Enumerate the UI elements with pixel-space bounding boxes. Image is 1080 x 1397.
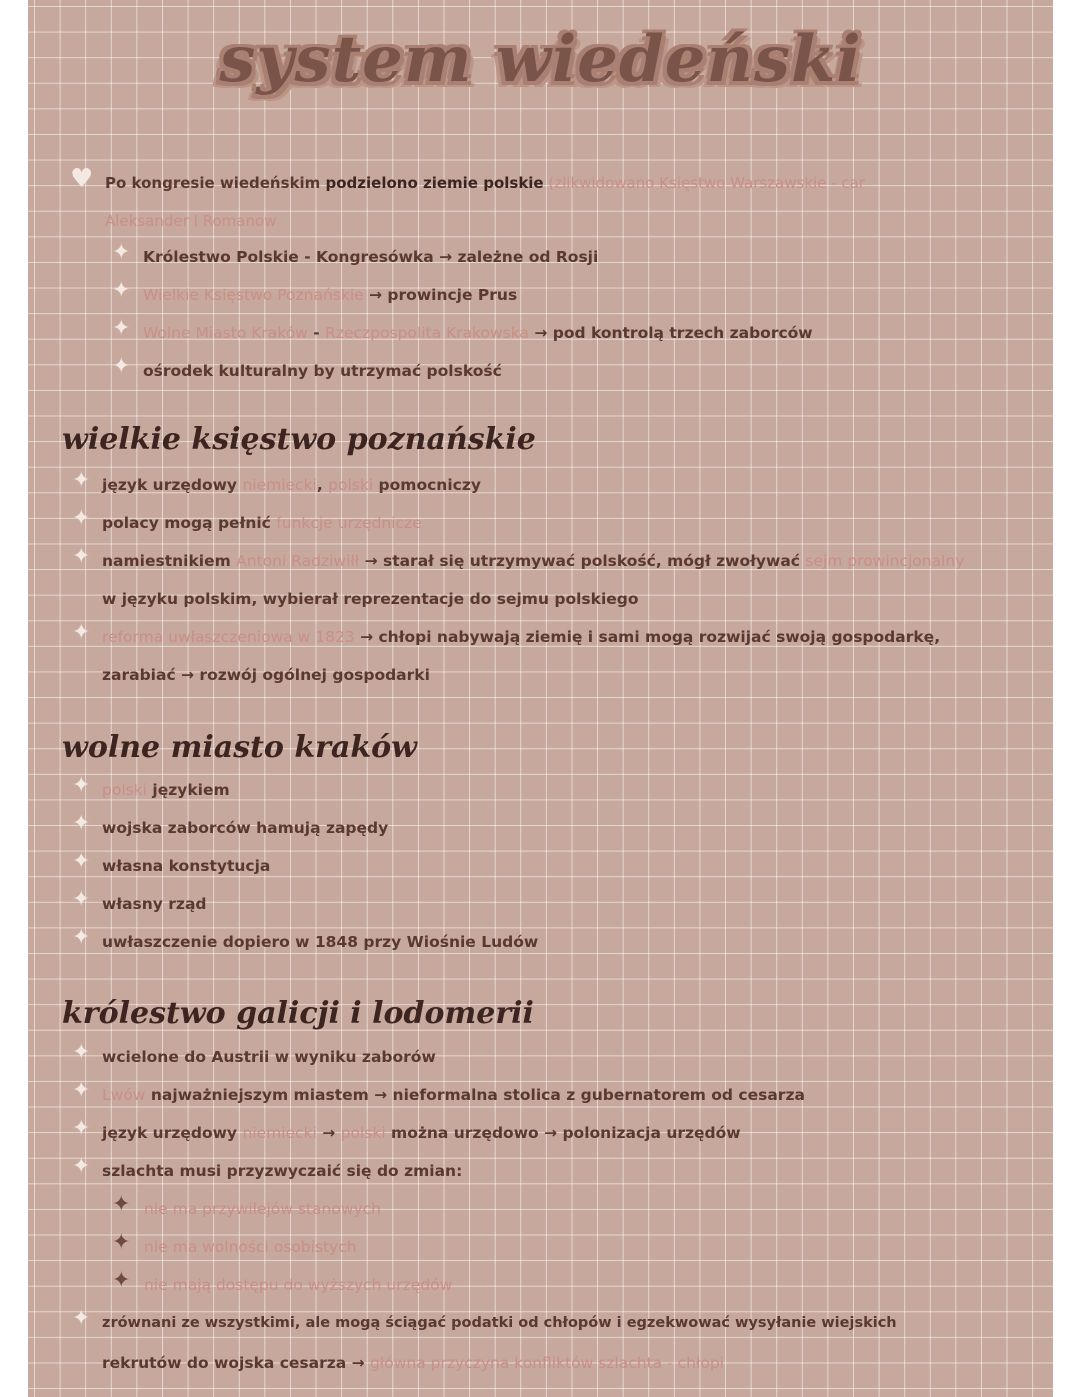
intro-item-3-rest: → pod kontrolą trzech zaborców [528,324,813,342]
text: pomocniczy [373,476,481,494]
galicja-line-4: szlachta musi przyzwyczaić się do zmian: [102,1162,463,1180]
galicja-line-5: zrównani ze wszystkimi, ale mogą ściągać podatki od chłopów i egzekwować wysyłanie wiejskich [102,1315,897,1331]
intro-text-a: Po kongresie wiedeńskim [105,174,326,192]
intro-item-2-name: Wielkie Księstwo Poznańskie [143,286,364,304]
galicja-sub-2: nie ma wolności osobistych [144,1238,357,1256]
text: → [316,1124,341,1142]
intro-item-1: Królestwo Polskie - Kongresówka → zależne od Rosji [143,248,599,266]
text: językiem [147,781,230,799]
galicja-line-5-cont [102,1352,724,1374]
krakow-line-2: wojska zaborców hamują zapędy [102,819,389,837]
poznan-line-1 [102,474,481,496]
krakow-line-4: własny rząd [102,895,207,913]
sparkle-icon: ✦ [112,240,131,265]
notebook-page [28,0,1053,1397]
sparkle-icon: ✦ [112,1268,131,1293]
text: polski [102,781,147,799]
sparkle-icon: ✦ [72,1154,91,1179]
text: rekrutów do wojska cesarza → [102,1354,371,1372]
intro-item-2-rest: → prowincje Prus [363,286,518,304]
text: najważniejszym miastem → nieformalna stolica z gubernatorem od cesarza [145,1086,805,1104]
text: język urzędowy [102,1124,243,1142]
intro-text-b: podzielono ziemie polskie [325,174,544,192]
krakow-line-1 [102,779,230,801]
poznan-line-2 [102,512,422,534]
page-title: system wiedeński [219,22,862,97]
text: polski [340,1124,386,1142]
intro-text-c: (zlikwidowano Księstwo Warszawskie - car [543,174,865,192]
sparkle-icon: ✦ [72,1040,91,1065]
text: niemiecki [242,476,317,494]
sparkle-icon: ✦ [72,887,91,912]
text: namiestnikiem [102,552,237,570]
sparkle-icon: ✦ [112,278,131,303]
sparkle-icon: ✦ [72,773,91,798]
sparkle-icon: ✦ [72,1306,91,1331]
intro-item-3-name: Wolne Miasto Kraków [143,324,308,342]
sparkle-icon: ✦ [72,620,91,645]
sparkle-icon: ✦ [72,1116,91,1141]
galicja-sub-1: nie ma przywilejów stanowych [144,1200,382,1218]
text: główna przyczyna konfliktów szlachta - chłopi [370,1354,724,1372]
heart-icon: ♥ [70,164,94,194]
intro-item-3 [143,322,813,344]
sparkle-icon: ✦ [72,849,91,874]
galicja-line-3 [102,1122,741,1144]
sparkle-icon: ✦ [72,506,91,531]
poznan-line-4 [102,626,940,648]
poznan-line-3-cont: w języku polskim, wybierał reprezentacje do sejmu polskiego [102,590,639,608]
sparkle-icon: ✦ [72,1078,91,1103]
intro-item-4: ośrodek kulturalny by utrzymać polskość [143,362,502,380]
krakow-line-5: uwłaszczenie dopiero w 1848 przy Wiośnie Ludów [102,933,539,951]
intro-item-2 [143,284,517,306]
text: reforma uwłaszczeniowa w 1823 [102,628,355,646]
text: → starał się utrzymywać polskość, mógł zwoływać [359,552,806,570]
text: niemiecki [242,1124,317,1142]
text: język urzędowy [102,476,243,494]
section-heading-galicja: królestwo galicji i lodomerii [62,996,534,1031]
galicja-line-2 [102,1084,805,1106]
sparkle-icon: ✦ [112,1230,131,1255]
text: Antoni Radziwiłł [236,552,360,570]
galicja-sub-3: nie mają dostępu do wyższych urzędów [144,1276,453,1294]
galicja-line-1: wcielone do Austrii w wyniku zaborów [102,1048,436,1066]
sparkle-icon: ✦ [72,544,91,569]
poznan-line-4-cont: zarabiać → rozwój ogólnej gospodarki [102,666,430,684]
text: polski [328,476,374,494]
krakow-line-3: własna konstytucja [102,857,271,875]
text: sejm prowincjonalny [805,552,965,570]
intro-line-2: Aleksander I Romanow [105,212,277,230]
sparkle-icon: ✦ [112,354,131,379]
section-heading-poznan: wielkie księstwo poznańskie [62,422,536,457]
section-heading-krakow: wolne miasto kraków [62,730,418,765]
text: Lwów [102,1086,146,1104]
text: polacy mogą pełnić [102,514,277,532]
sparkle-icon: ✦ [72,468,91,493]
text: funkcje urzędnicze [276,514,422,532]
sparkle-icon: ✦ [72,811,91,836]
intro-item-3-alt: Rzeczpospolita Krakowska [325,324,529,342]
text: → chłopi nabywają ziemię i sami mogą rozwijać swoją gospodarkę, [354,628,941,646]
intro-item-3-sep: - [307,324,326,342]
poznan-line-3 [102,550,964,572]
sparkle-icon: ✦ [72,925,91,950]
sparkle-icon: ✦ [112,1192,131,1217]
text: , [316,476,329,494]
intro-line-1 [105,172,865,194]
sparkle-icon: ✦ [112,316,131,341]
text: można urzędowo → polonizacja urzędów [385,1124,741,1142]
